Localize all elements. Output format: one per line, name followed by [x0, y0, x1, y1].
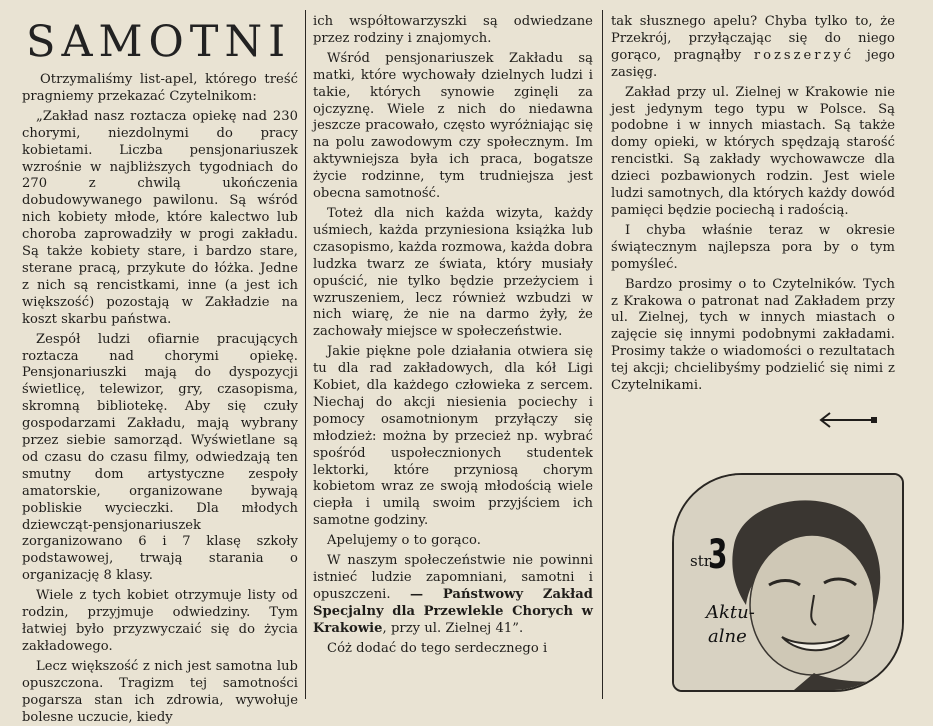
column-rule — [602, 10, 603, 699]
paragraph: ich współtowarzyszki są odwiedzane przez rodziny i znajomych. — [313, 14, 593, 46]
paragraph-text: jego zasięg. — [611, 47, 895, 80]
article-title: SAMOTNI — [26, 17, 292, 67]
paragraph: Wiele z tych kobiet otrzymuje listy od rodzin, przyjmuje odwiedziny. Tym łatwiej było przyzwyczaić się do życia zakładowego. — [22, 588, 298, 654]
paragraph: Lecz większość z nich jest samotna lub opuszczona. Tragizm tej samotności pogarsza stan ich zdrowia, wywołuje bolesne uczucie, kiedy — [22, 658, 298, 725]
spaced-word: rozszerzyć — [753, 47, 855, 63]
paragraph: „Zakład nasz roztacza opiekę nad 230 chorymi, niezdolnymi do pracy kobietami. Liczba pensjonariuszek wzrośnie w najbliższych tygodniach do 270 z chwilą ukończenia dobudowywanego pawilonu. Są wśród nich kobiety młode, które kalectwo lub choroba zaprowadziły w progi zakładu. Są także kobiety stare, i bardzo stare, sterane pracą, przykute do łóżka. Jedne z nich są rencistkami, inne (a jest ich większość) pozostają w Zakładzie na koszt skarbu państwa. — [22, 108, 298, 327]
page-number: 3 — [708, 532, 728, 578]
paragraph — [611, 14, 895, 82]
paragraph: I chyba właśnie teraz w okresie świątecznym najlepsza pora by o tym pomyśleć. — [611, 222, 895, 272]
paragraph: Otrzymaliśmy list-apel, którego treść pragniemy przekazać Czytelnikom: — [22, 72, 298, 104]
woman-portrait-icon — [674, 475, 902, 690]
paragraph: Zespół ludzi ofiarnie pracujących roztacza nad chorymi opiekę. Pensjonariuszki mają do dyspozycji świetlicę, telewizor, gry, czasopisma, skromną bibliotekę. Aby się czuły gospodarzami Zakładu, mają wybrany przez siebie samorząd. Wyświetlane są od czasu do czasu filmy, odwiedzają ten smutny dom artystyczne zespoły amatorskie, organizowane bywają pobliskie wycieczki. Dla młodych dziewcząt-pensjonariuszek zorganizowano 6 i 7 klasę szkoły podstawowej, trwają starania o organizację 8 klasy. — [22, 331, 298, 584]
page-label: str. — [690, 552, 715, 570]
paragraph: Toteż dla nich każda wizyta, każdy uśmiech, każda przyniesiona książka lub czasopismo, każda rozmowa, każda dobra ludzka twarz ze świata, który musiały opuścić, nie tylko będzie przeżyciem i wzruszeniem, lecz również wzbudzi w nich wiarę, że nie na darmo żyły, że zachowały miejsce w społeczeństwie. — [313, 205, 593, 340]
article-column-2 — [313, 14, 593, 709]
paragraph-text: W naszym społeczeństwie nie powinni istnieć ludzie zapomniani, samotni i opuszczeni. — [313, 553, 593, 602]
paragraph: Cóż dodać do tego serdecznego i — [327, 640, 548, 656]
portrait-photo — [672, 473, 904, 692]
paragraph: Wśród pensjonariuszek Zakładu są matki, które wychowały dzielnych ludzi i takie, których synowie zginęli za ojczyznę. Wiele z nich do niedawna jeszcze pracowało, często wyróżniając się na polu zawodowym czy społecznym. Im aktywniejsza była ich praca, bogatsze życie rodzinne, tym trudniejsza jest obecna samotność. — [313, 50, 593, 202]
section-label: alne — [708, 626, 747, 647]
paragraph: Apelujemy o to gorąco. — [327, 533, 481, 549]
paragraph-text: , przy ul. Zielnej 41”. — [382, 620, 524, 636]
paragraph — [313, 553, 593, 638]
paragraph-text: tak słusznego apelu? Chyba tylko to, że Przekrój, przyłączając się do niego gorąco, pragnąłby — [611, 14, 895, 63]
end-arrow-icon — [816, 410, 880, 430]
paragraph: Zakład przy ul. Zielnej w Krakowie nie jest jedynym tego typu w Polsce. Są podobne i w innych miastach. Są także domy opieki, w których spędzają starość rencistki. Są zakłady wychowawcze dla dzieci pozbawionych rodzin. Jest wiele ludzi samotnych, dla których każdy dowód pamięci będzie pociechą i radością. — [611, 84, 895, 218]
paragraph: Jakie piękne pole działania otwiera się tu dla rad zakładowych, dla kół Ligi Kobiet, dla każdego człowieka z sercem. Niechaj do akcji niesienia pociechy i pomocy osamotnionym przyłączy się młodzież: można by przecież np. wybrać spośród uspołecznionych studentek lektorki, które przyniosą chorym kobietom wraz ze swoją młodością wiele ciepła i umilą swoim przyjściem ich samotne godziny. — [313, 344, 593, 529]
section-label: Aktu- — [706, 602, 755, 623]
article-column-1 — [22, 14, 298, 725]
column-rule — [305, 10, 306, 699]
institution-name: — Państwowy Zakład Specjalny dla Przewlekle Chorych w Krakowie — [313, 586, 593, 636]
paragraph: Bardzo prosimy o to Czytelników. Tych z Krakowa o patronat nad Zakładem przy ul. Zielnej, tych w innych miastach o zajęcie się innymi podobnymi zakładami. Prosimy także o wiadomości o rezultatach tej akcji; chcielibyśmy podzielić się nimi z Czytelnikami. — [611, 276, 895, 394]
